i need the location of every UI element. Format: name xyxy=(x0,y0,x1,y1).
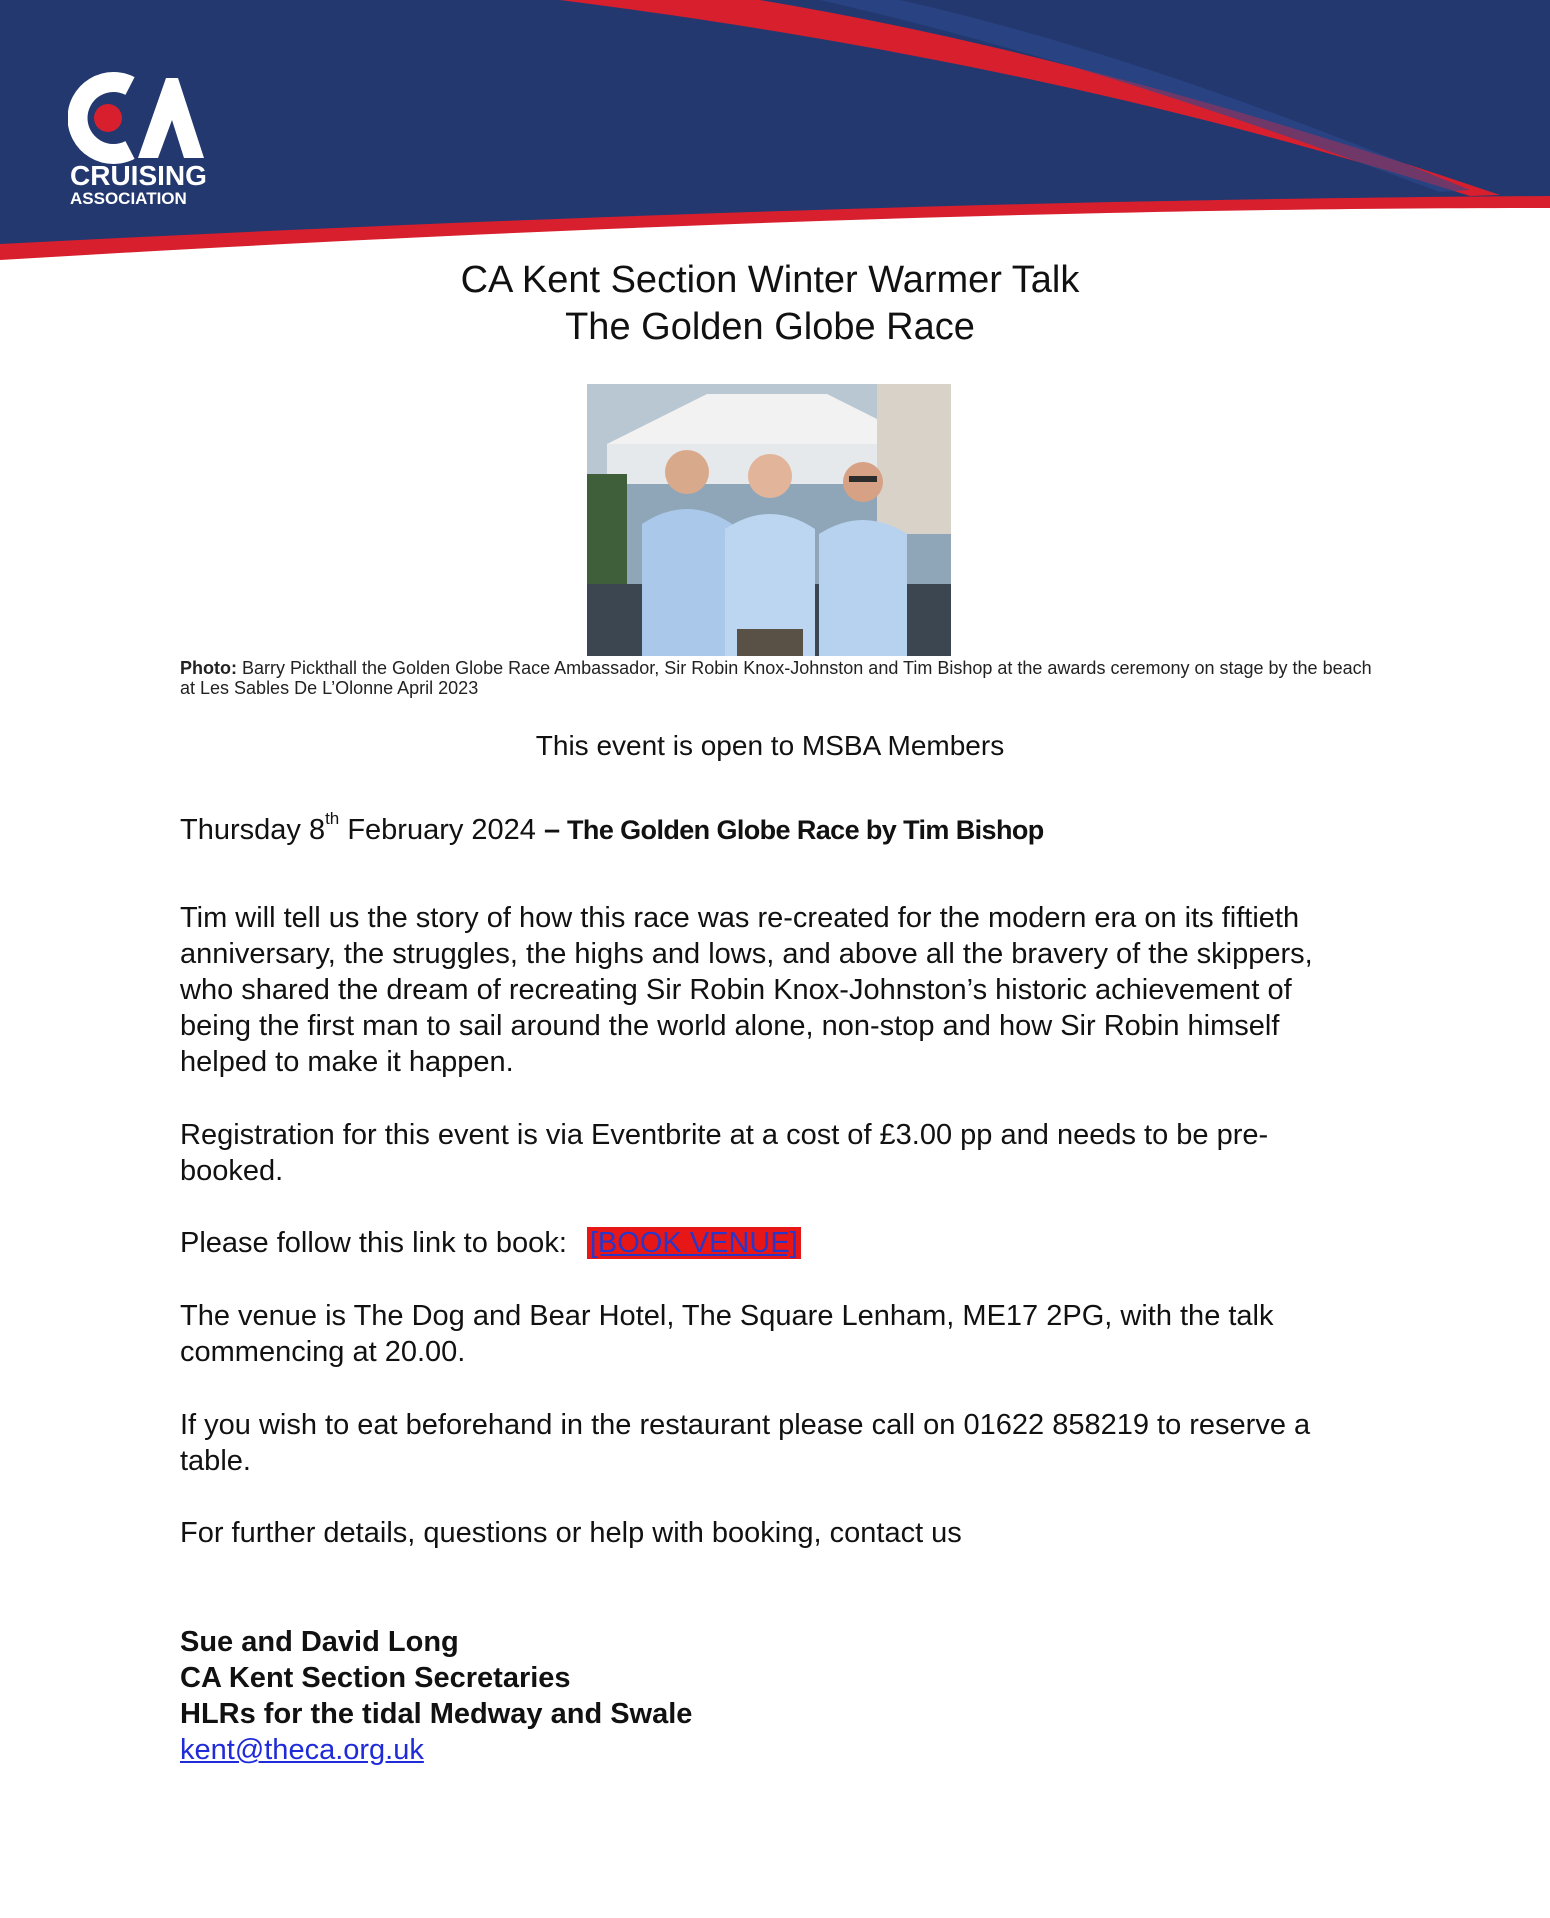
logo-subword: ASSOCIATION xyxy=(70,189,187,208)
photo-caption-text: Barry Pickthall the Golden Globe Race Ambassador, Sir Robin Knox-Johnston and Tim Bishop at the awards ceremony on stage by the beach at Les Sables De L’Olonne April 2023 xyxy=(180,658,1372,698)
event-date-separator: – xyxy=(544,814,561,846)
signature-role: CA Kent Section Secretaries xyxy=(180,1662,571,1694)
registration-paragraph: Registration for this event is via Eventbrite at a cost of £3.00 pp and needs to be pre-booked. xyxy=(180,1119,1269,1187)
event-date-month-year: February 2024 xyxy=(339,814,544,846)
book-venue-link[interactable]: [BOOK VENUE] xyxy=(587,1227,801,1259)
header-banner xyxy=(0,0,1550,270)
booking-prompt: Please follow this link to book: xyxy=(180,1227,567,1259)
open-notice: This event is open to MSBA Members xyxy=(535,730,1005,761)
event-date-suffix: th xyxy=(325,809,340,829)
event-date-day: Thursday 8 xyxy=(180,814,326,846)
event-date-line xyxy=(180,809,1370,848)
event-talk-title: The Golden Globe Race by Tim Bishop xyxy=(560,815,1044,845)
photo-caption-label: Photo: xyxy=(180,658,237,678)
cruising-association-logo xyxy=(68,72,208,212)
photo-caption xyxy=(180,658,1380,698)
contact-paragraph: For further details, questions or help with booking, contact us xyxy=(180,1517,962,1549)
venue-paragraph: The venue is The Dog and Bear Hotel, The Square Lenham, ME17 2PG, with the talk commencing at 20.00. xyxy=(180,1300,1274,1368)
page-title: CA Kent Section Winter Warmer Talk xyxy=(460,259,1080,301)
ca-logo-mark xyxy=(68,72,204,164)
signature-block xyxy=(180,1624,1180,1732)
booking-line xyxy=(180,1225,1370,1261)
event-photo xyxy=(587,384,951,656)
restaurant-paragraph: If you wish to eat beforehand in the restaurant please call on 01622 858219 to reserve a table. xyxy=(180,1409,1311,1477)
email-link[interactable]: kent@theca.org.uk xyxy=(180,1734,424,1766)
signature-names: Sue and David Long xyxy=(180,1626,459,1658)
signature-hlr: HLRs for the tidal Medway and Swale xyxy=(180,1698,693,1730)
page-subtitle: The Golden Globe Race xyxy=(565,306,975,348)
story-paragraph: Tim will tell us the story of how this race was re-created for the modern era on its fiftieth anniversary, the struggles, the highs and lows, and above all the bravery of the skippers, who shared the dream of recreating Sir Robin Knox-Johnston’s historic achievement of being the first man to sail around the world alone, non-stop and how Sir Robin himself helped to make it happen. xyxy=(180,902,1313,1078)
logo-word: CRUISING xyxy=(70,160,207,191)
